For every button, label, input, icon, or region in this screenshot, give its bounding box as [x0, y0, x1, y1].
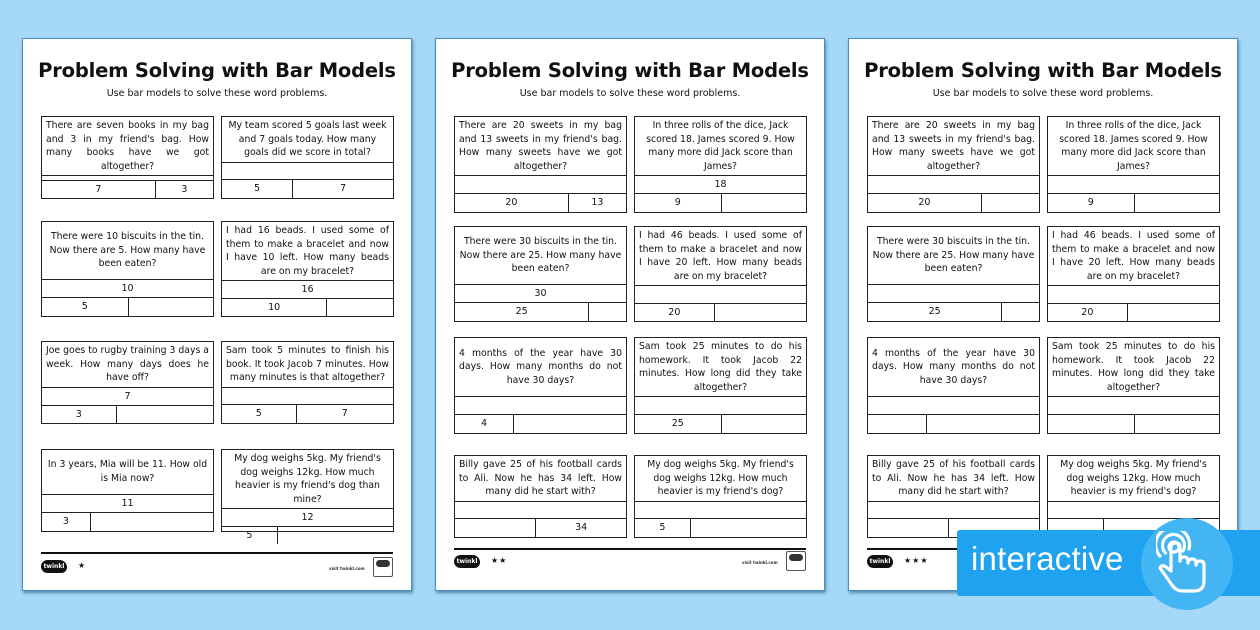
problem-box [454, 226, 627, 322]
bar-parts [635, 304, 806, 321]
problem-question: Sam took 25 minutes to do his homework. It took Jacob 22 minutes. How long did they take altogether? [1048, 338, 1219, 397]
problem-question: In 3 years, Mia will be 11. How old is Mia now? [42, 450, 213, 495]
bar-parts [455, 303, 626, 321]
worksheet-1 [22, 38, 412, 591]
bar-part[interactable] [926, 415, 1039, 433]
bar-whole[interactable]: 11 [42, 495, 213, 513]
bar-part[interactable]: 9 [1087, 197, 1094, 209]
bar-part[interactable] [1127, 304, 1219, 321]
bar-whole[interactable]: 10 [42, 280, 213, 298]
problem-box [634, 455, 807, 538]
bar-part[interactable]: 34 [535, 519, 626, 537]
problem-question: There were 30 biscuits in the tin. Now there are 25. How many have been eaten? [455, 227, 626, 285]
bar-part[interactable]: 10 [268, 302, 281, 314]
problem-question: There were 30 biscuits in the tin. Now there are 25. How many have been eaten? [868, 227, 1039, 285]
bar-parts [42, 181, 213, 198]
bar-parts [222, 527, 393, 544]
bar-whole[interactable] [1048, 286, 1219, 303]
problem-question: There were 10 biscuits in the tin. Now there are 5. How many have been eaten? [42, 222, 213, 280]
bar-parts [455, 194, 626, 212]
bar-whole[interactable]: 18 [635, 176, 806, 194]
worksheet-title: Problem Solving with Bar Models [38, 59, 396, 82]
bar-part[interactable]: 25 [671, 418, 684, 430]
problem-question: In three rolls of the dice, Jack scored 18. James scored 9. How many more did Jack score than James? [1048, 117, 1219, 176]
problem-question: I had 16 beads. I used some of them to make a bracelet and now I have 10 left. How many beads are on my bracelet? [222, 222, 393, 281]
bar-part[interactable]: 5 [659, 522, 666, 534]
problem-question: There are 20 sweets in my bag and 13 sweets in my friend's bag. How many sweets have we got altogether? [868, 117, 1039, 176]
problem-box [41, 449, 214, 532]
bar-whole[interactable]: 12 [222, 509, 393, 527]
quality-badge-icon [786, 551, 806, 571]
problem-box [221, 341, 394, 424]
bar-part[interactable] [1134, 194, 1220, 212]
bar-part[interactable] [690, 519, 806, 537]
problem-box [221, 221, 394, 317]
bar-whole[interactable] [868, 285, 1039, 303]
bar-part[interactable]: 25 [928, 306, 941, 317]
problem-question: I had 46 beads. I used some of them to make a bracelet and now I have 20 left. How many beads are on my bracelet? [1048, 227, 1219, 286]
problem-box [221, 116, 394, 199]
bar-part[interactable] [277, 527, 393, 544]
bar-part[interactable]: 5 [255, 408, 262, 420]
problem-box [41, 116, 214, 199]
bar-whole[interactable] [455, 502, 626, 520]
problem-question: 4 months of the year have 30 days. How many months do not have 30 days? [868, 338, 1039, 397]
problem-question: 4 months of the year have 30 days. How many months do not have 30 days? [455, 338, 626, 397]
bar-parts [1048, 415, 1219, 433]
bar-parts [868, 303, 1039, 321]
bar-part[interactable]: 5 [246, 530, 253, 542]
bar-part[interactable]: 20 [918, 197, 931, 209]
twinkl-logo: twinkl [867, 555, 893, 568]
bar-parts [635, 519, 806, 537]
interactive-label: interactive [971, 540, 1124, 577]
bar-whole[interactable]: 16 [222, 281, 393, 299]
difficulty-stars: ★★ [491, 556, 508, 565]
twinkl-logo: twinkl [41, 560, 67, 573]
bar-parts [1048, 194, 1219, 212]
bar-part[interactable] [90, 513, 213, 531]
bar-part[interactable] [1048, 415, 1134, 433]
problem-question: I had 46 beads. I used some of them to make a bracelet and now I have 20 left. How many beads are on my bracelet? [635, 227, 806, 286]
bar-part[interactable]: 5 [81, 301, 88, 312]
worksheet-subtitle: Use bar models to solve these word problems. [519, 88, 741, 99]
bar-parts [222, 180, 393, 198]
bar-part[interactable]: 4 [481, 418, 488, 429]
bar-part[interactable]: 7 [296, 405, 393, 423]
worksheet-subtitle: Use bar models to solve these word problems. [106, 88, 328, 99]
bar-whole[interactable] [1048, 176, 1219, 194]
bar-whole[interactable] [222, 388, 393, 406]
bar-parts [42, 298, 213, 316]
problem-box [41, 221, 214, 317]
bar-part[interactable]: 3 [75, 408, 82, 420]
problem-box [454, 337, 627, 434]
difficulty-stars: ★ [78, 561, 87, 570]
problem-box [867, 337, 1040, 434]
bar-part[interactable] [714, 304, 806, 321]
bar-part[interactable] [513, 415, 626, 433]
bar-parts [222, 405, 393, 423]
bar-parts [1048, 304, 1219, 321]
bar-part[interactable]: 3 [62, 516, 69, 527]
bar-part[interactable] [868, 415, 926, 433]
bar-parts [455, 415, 626, 433]
bar-whole[interactable] [222, 163, 393, 181]
problem-box [221, 449, 394, 542]
bar-whole[interactable] [635, 286, 806, 303]
problem-question: Joe goes to rugby training 3 days a week. How many days does he have off? [42, 342, 213, 388]
bar-part[interactable] [981, 194, 1039, 212]
problem-question: Sam took 5 minutes to finish his book. It took Jacob 7 minutes. How many minutes is that altogether? [222, 342, 393, 388]
worksheet-2 [435, 38, 825, 591]
quality-badge-icon [373, 557, 393, 577]
bar-part[interactable]: 20 [1081, 306, 1094, 318]
problem-question: In three rolls of the dice, Jack scored 18. James scored 9. How many more did Jack score than James? [635, 117, 806, 176]
problem-question: There are 20 sweets in my bag and 13 sweets in my friend's bag. How many sweets have we got altogether? [455, 117, 626, 176]
bar-whole[interactable] [635, 397, 806, 415]
bar-parts [42, 513, 213, 531]
bar-part[interactable] [868, 519, 948, 537]
problem-question: My dog weighs 5kg. My friend's dog weighs 12kg. How much heavier is my friend's dog? [635, 456, 806, 502]
problem-box [867, 226, 1040, 322]
bar-parts [635, 415, 806, 433]
bar-part[interactable]: 13 [568, 194, 626, 212]
bar-part[interactable] [128, 298, 214, 316]
bar-part[interactable]: 3 [155, 181, 213, 198]
problem-box [1047, 116, 1220, 213]
bar-part[interactable]: 7 [292, 180, 393, 198]
bar-parts [868, 415, 1039, 433]
bar-whole[interactable] [868, 397, 1039, 415]
bar-part[interactable] [116, 406, 213, 423]
problem-question: My dog weighs 5kg. My friend's dog weighs 12kg. How much heavier is my friend's dog? [1048, 456, 1219, 502]
bar-part[interactable]: 5 [254, 183, 261, 195]
bar-parts [868, 194, 1039, 212]
bar-part[interactable] [326, 299, 393, 316]
bar-whole[interactable] [1048, 397, 1219, 415]
problem-box [1047, 226, 1220, 322]
bar-part[interactable]: 20 [505, 197, 518, 209]
problem-question: My dog weighs 5kg. My friend's dog weighs 12kg. How much heavier is my friend's dog than mine? [222, 450, 393, 509]
bar-whole[interactable] [635, 502, 806, 520]
visit-link: visit twinkl.com [742, 560, 778, 565]
problem-box [1047, 337, 1220, 434]
bar-part[interactable]: 9 [674, 197, 681, 209]
problem-box [867, 455, 1040, 538]
footer-divider [454, 548, 806, 550]
problem-question: Sam took 25 minutes to do his homework. It took Jacob 22 minutes. How long did they take altogether? [635, 338, 806, 397]
problem-box [454, 116, 627, 213]
bar-whole[interactable] [455, 397, 626, 415]
bar-part[interactable] [1001, 303, 1039, 321]
bar-whole[interactable] [455, 176, 626, 194]
problem-question: My team scored 5 goals last week and 7 goals today. How many goals did we score in total? [222, 117, 393, 163]
twinkl-logo: twinkl [454, 555, 480, 568]
problem-box [634, 116, 807, 213]
worksheet-title: Problem Solving with Bar Models [451, 59, 809, 82]
bar-part[interactable] [588, 303, 626, 321]
difficulty-stars: ★★★ [904, 556, 929, 565]
worksheet-subtitle: Use bar models to solve these word problems. [932, 88, 1154, 99]
visit-link: visit twinkl.com [329, 566, 365, 571]
problem-box [454, 455, 627, 538]
worksheet-3 [848, 38, 1238, 591]
bar-whole[interactable]: 7 [42, 388, 213, 406]
worksheet-title: Problem Solving with Bar Models [864, 59, 1222, 82]
bar-parts [222, 299, 393, 316]
problem-question: Billy gave 25 of his football cards to Ali. Now he has 34 left. How many did he start with? [455, 456, 626, 502]
bar-parts [635, 194, 806, 212]
bar-part[interactable] [721, 415, 807, 433]
problem-question: Billy gave 25 of his football cards to Ali. Now he has 34 left. How many did he start with? [868, 456, 1039, 502]
bar-parts [455, 519, 626, 537]
bar-whole[interactable] [1048, 502, 1219, 520]
problem-box [41, 341, 214, 424]
problem-box [634, 337, 807, 434]
bar-part[interactable]: 7 [95, 184, 102, 195]
footer-divider [41, 552, 393, 554]
bar-whole[interactable]: 30 [455, 285, 626, 303]
problem-box [634, 226, 807, 322]
bar-whole[interactable] [868, 502, 1039, 520]
bar-part[interactable]: 25 [515, 306, 528, 317]
bar-part[interactable] [455, 519, 535, 537]
bar-part[interactable] [721, 194, 807, 212]
bar-part[interactable]: 20 [668, 306, 681, 318]
problem-box [867, 116, 1040, 213]
problem-question: There are seven books in my bag and 3 in my friend's bag. How many books have we got altogether? [42, 117, 213, 176]
bar-parts [42, 406, 213, 423]
touch-button[interactable] [1141, 518, 1233, 610]
touch-hand-icon [1156, 531, 1218, 597]
bar-whole[interactable] [868, 176, 1039, 194]
bar-part[interactable] [1134, 415, 1220, 433]
